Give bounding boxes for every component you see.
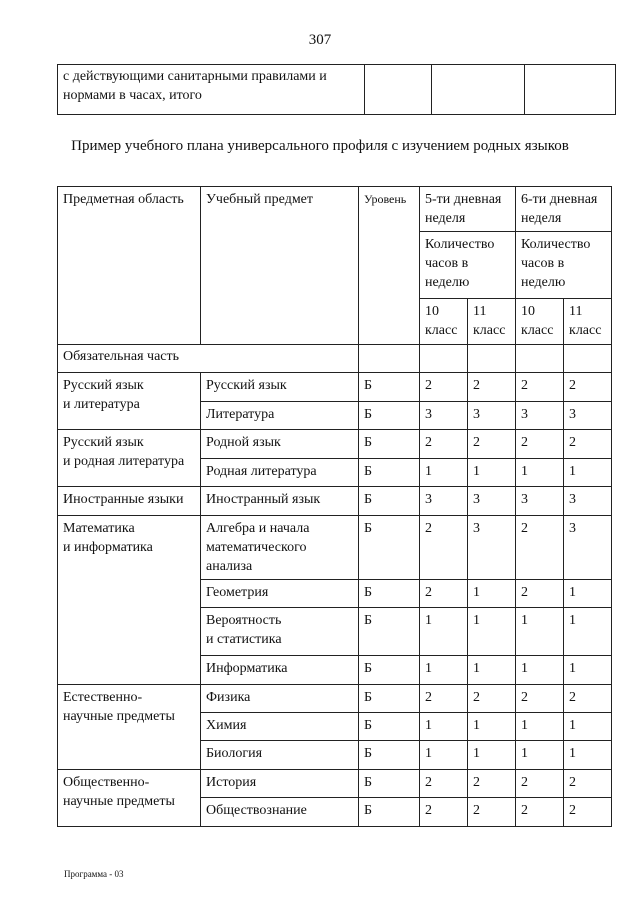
subject-name — [201, 402, 359, 430]
area-line: и литература — [63, 397, 140, 412]
hours-cell: 1 — [564, 713, 612, 741]
level-cell: Б — [359, 608, 420, 656]
hours-cell: 2 — [516, 373, 564, 402]
hours-cell: 1 — [420, 656, 468, 685]
empty-cell — [516, 345, 564, 373]
subject-line: Обществознание — [206, 803, 307, 818]
header-hours-per-week: Количество часов в неделю — [516, 232, 612, 299]
subject-line: Физика — [206, 690, 251, 705]
table-row — [58, 373, 612, 402]
subject-name — [201, 516, 359, 580]
subject-area — [58, 430, 201, 487]
hours-cell: 3 — [564, 402, 612, 430]
subject-name — [201, 608, 359, 656]
level-cell: Б — [359, 516, 420, 580]
hours-cell: 1 — [468, 608, 516, 656]
hours-cell: 2 — [564, 798, 612, 827]
level-cell: Б — [359, 798, 420, 827]
subject-name — [201, 656, 359, 685]
table-row — [58, 685, 612, 713]
subject-area — [58, 487, 201, 516]
level-cell: Б — [359, 430, 420, 459]
hours-cell: 2 — [420, 798, 468, 827]
subject-line: История — [206, 775, 257, 790]
plan-title: Пример учебного плана универсального профиля с изучением родных языков — [71, 138, 569, 154]
level-cell: Б — [359, 580, 420, 608]
area-line: Русский язык — [63, 378, 144, 393]
subject-line: Химия — [206, 718, 247, 733]
hours-cell: 2 — [420, 580, 468, 608]
level-cell: Б — [359, 656, 420, 685]
hours-cell: 2 — [564, 770, 612, 798]
header-level: Уровень — [359, 187, 420, 345]
hours-cell: 1 — [516, 741, 564, 770]
page-number: 307 — [308, 32, 332, 48]
subject-line: анализа — [206, 559, 253, 574]
subject-line: и статистика — [206, 632, 282, 647]
area-line: Естественно- — [63, 690, 143, 705]
header-grade-11: 11 класс — [564, 299, 612, 345]
hours-cell: 2 — [420, 770, 468, 798]
hours-cell: 1 — [564, 656, 612, 685]
hours-cell: 2 — [516, 430, 564, 459]
hours-cell: 3 — [468, 516, 516, 580]
hours-cell: 2 — [564, 685, 612, 713]
table-row — [58, 65, 616, 115]
hours-cell: 3 — [468, 402, 516, 430]
hours-cell: 1 — [468, 580, 516, 608]
subject-name — [201, 373, 359, 402]
area-line: Иностранные языки — [63, 492, 184, 507]
area-line: и родная литература — [63, 454, 185, 469]
hours-cell: 1 — [564, 608, 612, 656]
hours-cell: 1 — [564, 580, 612, 608]
area-line: Математика — [63, 521, 135, 536]
subject-line: Иностранный язык — [206, 492, 321, 507]
subject-area — [58, 373, 201, 430]
hours-cell: 1 — [564, 741, 612, 770]
empty-cell — [432, 65, 525, 115]
subject-line: Биология — [206, 746, 263, 761]
subject-area — [58, 685, 201, 770]
hours-cell: 3 — [468, 487, 516, 516]
empty-cell — [564, 345, 612, 373]
subject-line: математического — [206, 540, 307, 555]
subject-name — [201, 487, 359, 516]
table-row — [58, 430, 612, 459]
mandatory-part-label: Обязательная часть — [58, 345, 359, 373]
header-grade-10: 10 класс — [516, 299, 564, 345]
footer-label: Программа - 03 — [64, 869, 124, 879]
label-line: нормами в часах, итого — [63, 88, 202, 103]
hours-cell: 1 — [420, 713, 468, 741]
hours-cell: 1 — [420, 459, 468, 487]
hours-cell: 2 — [516, 580, 564, 608]
subject-line: Родная литература — [206, 464, 317, 479]
subject-line: Информатика — [206, 661, 288, 676]
subject-name — [201, 580, 359, 608]
empty-cell — [420, 345, 468, 373]
level-cell: Б — [359, 685, 420, 713]
hours-cell: 2 — [468, 373, 516, 402]
hours-cell: 1 — [516, 713, 564, 741]
mandatory-part-row — [58, 345, 612, 373]
subject-rows — [58, 373, 612, 827]
hours-cell: 1 — [420, 741, 468, 770]
hours-cell: 2 — [420, 373, 468, 402]
hours-cell: 1 — [468, 656, 516, 685]
hours-cell: 2 — [420, 685, 468, 713]
table-row — [58, 487, 612, 516]
hours-cell: 3 — [420, 402, 468, 430]
total-hours-label — [58, 65, 365, 115]
header-6day-week: 6-ти дневная неделя — [516, 187, 612, 232]
hours-cell: 2 — [564, 430, 612, 459]
hours-cell: 1 — [564, 459, 612, 487]
subject-name — [201, 430, 359, 459]
level-cell: Б — [359, 373, 420, 402]
subject-line: Русский язык — [206, 378, 287, 393]
area-line: Общественно- — [63, 775, 150, 790]
empty-cell — [468, 345, 516, 373]
empty-cell — [365, 65, 432, 115]
hours-cell: 3 — [420, 487, 468, 516]
hours-cell: 2 — [420, 516, 468, 580]
subject-line: Алгебра и начала — [206, 521, 310, 536]
hours-cell: 1 — [468, 713, 516, 741]
subject-area — [58, 516, 201, 685]
hours-cell: 3 — [564, 516, 612, 580]
subject-name — [201, 798, 359, 827]
hours-cell: 2 — [420, 430, 468, 459]
level-cell: Б — [359, 459, 420, 487]
area-line: научные предметы — [63, 709, 175, 724]
level-cell: Б — [359, 770, 420, 798]
table-row — [58, 770, 612, 798]
hours-cell: 1 — [516, 608, 564, 656]
hours-cell: 2 — [468, 430, 516, 459]
hours-cell: 3 — [516, 402, 564, 430]
curriculum-table — [57, 186, 612, 827]
area-line: научные предметы — [63, 794, 175, 809]
header-area: Предметная область — [58, 187, 201, 345]
hours-cell: 2 — [468, 798, 516, 827]
level-cell: Б — [359, 713, 420, 741]
hours-cell: 1 — [468, 459, 516, 487]
hours-cell: 2 — [516, 516, 564, 580]
empty-cell — [525, 65, 616, 115]
hours-cell: 3 — [516, 487, 564, 516]
header-grade-10: 10 класс — [420, 299, 468, 345]
subject-line: Литература — [206, 407, 275, 422]
subject-area — [58, 770, 201, 827]
level-cell: Б — [359, 487, 420, 516]
table-row — [58, 516, 612, 580]
area-line: и информатика — [63, 540, 153, 555]
hours-cell: 2 — [516, 770, 564, 798]
label-line: с действующими санитарными правилами и — [63, 69, 327, 84]
subject-name — [201, 770, 359, 798]
level-cell: Б — [359, 402, 420, 430]
hours-cell: 2 — [468, 685, 516, 713]
subject-name — [201, 713, 359, 741]
subject-line: Вероятность — [206, 613, 282, 628]
hours-cell: 1 — [420, 608, 468, 656]
hours-cell: 3 — [564, 487, 612, 516]
subject-name — [201, 685, 359, 713]
hours-cell: 1 — [516, 656, 564, 685]
hours-cell: 1 — [516, 459, 564, 487]
hours-cell: 2 — [516, 685, 564, 713]
header-grade-11: 11 класс — [468, 299, 516, 345]
header-row — [58, 187, 612, 232]
level-cell: Б — [359, 741, 420, 770]
hours-cell: 2 — [564, 373, 612, 402]
hours-cell: 2 — [516, 798, 564, 827]
subject-line: Родной язык — [206, 435, 281, 450]
empty-cell — [359, 345, 420, 373]
hours-cell: 2 — [468, 770, 516, 798]
header-5day-week: 5-ти дневная неделя — [420, 187, 516, 232]
subject-name — [201, 459, 359, 487]
header-subject: Учебный предмет — [201, 187, 359, 345]
area-line: Русский язык — [63, 435, 144, 450]
hours-cell: 1 — [468, 741, 516, 770]
header-hours-per-week: Количество часов в неделю — [420, 232, 516, 299]
subject-name — [201, 741, 359, 770]
subject-line: Геометрия — [206, 585, 269, 600]
continuation-table — [57, 64, 616, 115]
